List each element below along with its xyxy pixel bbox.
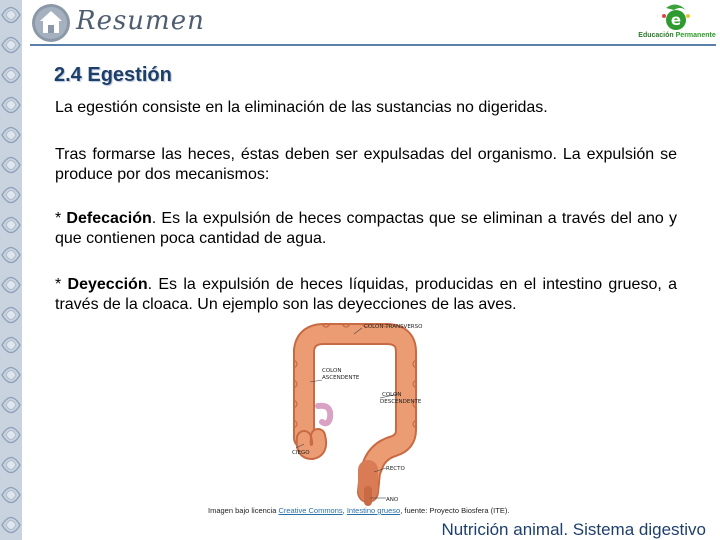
label-colon-descendente-2: DESCENDENTE bbox=[380, 399, 422, 405]
label-ano: ANO bbox=[386, 497, 399, 503]
logo-label bbox=[636, 32, 718, 39]
intestino-grueso-link[interactable]: Intestino grueso bbox=[346, 506, 401, 515]
defecacion-text: . Es la expulsión de heces compactas que se eliminan a través del ano y que contienen poca cantidad de agua. bbox=[55, 210, 677, 247]
credit-prefix: Imagen bajo licencia bbox=[208, 506, 279, 515]
leaf-e-logo-icon bbox=[636, 2, 718, 32]
footer-title: Nutrición animal. Sistema digestivo bbox=[441, 520, 706, 539]
ornament-pattern-icon bbox=[0, 0, 22, 540]
paragraph-mechanisms: Tras formarse las heces, éstas deben ser expulsadas del organismo. La expulsión se produce por dos mecanismos: bbox=[55, 146, 677, 183]
label-recto: RECTO bbox=[386, 466, 405, 472]
paragraph-intro: La egestión consiste en la eliminación de las sustancias no digeridas. bbox=[55, 99, 548, 116]
svg-text:e: e bbox=[670, 11, 682, 29]
term-deyeccion: Deyección bbox=[67, 276, 148, 293]
large-intestine-diagram bbox=[282, 320, 430, 506]
section-title: 2.4 Egestión bbox=[54, 64, 172, 86]
creative-commons-link[interactable]: Creative Commons bbox=[278, 506, 343, 515]
label-colon-ascendente-2: ASCENDENTE bbox=[322, 375, 360, 381]
bullet: * bbox=[55, 210, 67, 227]
left-decorative-border bbox=[0, 0, 22, 540]
home-icon[interactable] bbox=[30, 2, 72, 44]
paragraph-deyeccion bbox=[55, 275, 677, 315]
educacion-permanente-logo bbox=[636, 2, 718, 42]
image-credit bbox=[208, 506, 509, 515]
deyeccion-text: . Es la expulsión de heces líquidas, producidas en el intestino grueso, a través de la cloaca. Un ejemplo son las deyecciones de las aves. bbox=[55, 276, 678, 313]
label-colon-descendente-1: COLON bbox=[382, 392, 402, 398]
logo-label-part1: Educación bbox=[638, 32, 674, 39]
large-intestine-illustration bbox=[282, 320, 430, 506]
paragraph-defecacion bbox=[55, 209, 677, 249]
label-ciego: CIEGO bbox=[292, 450, 310, 456]
logo-label-part2: Permanente bbox=[675, 32, 716, 39]
header-divider bbox=[30, 44, 716, 46]
label-colon-transverso: COLON TRANSVERSO bbox=[364, 324, 423, 330]
term-defecacion: Defecación bbox=[66, 210, 152, 227]
credit-suffix: , fuente: Proyecto Biosfera (ITE). bbox=[400, 506, 510, 515]
label-colon-ascendente-1: COLON bbox=[322, 368, 342, 374]
app-title: Resumen bbox=[76, 6, 205, 36]
bullet: * bbox=[55, 276, 68, 293]
credit-separator: , bbox=[342, 506, 347, 515]
